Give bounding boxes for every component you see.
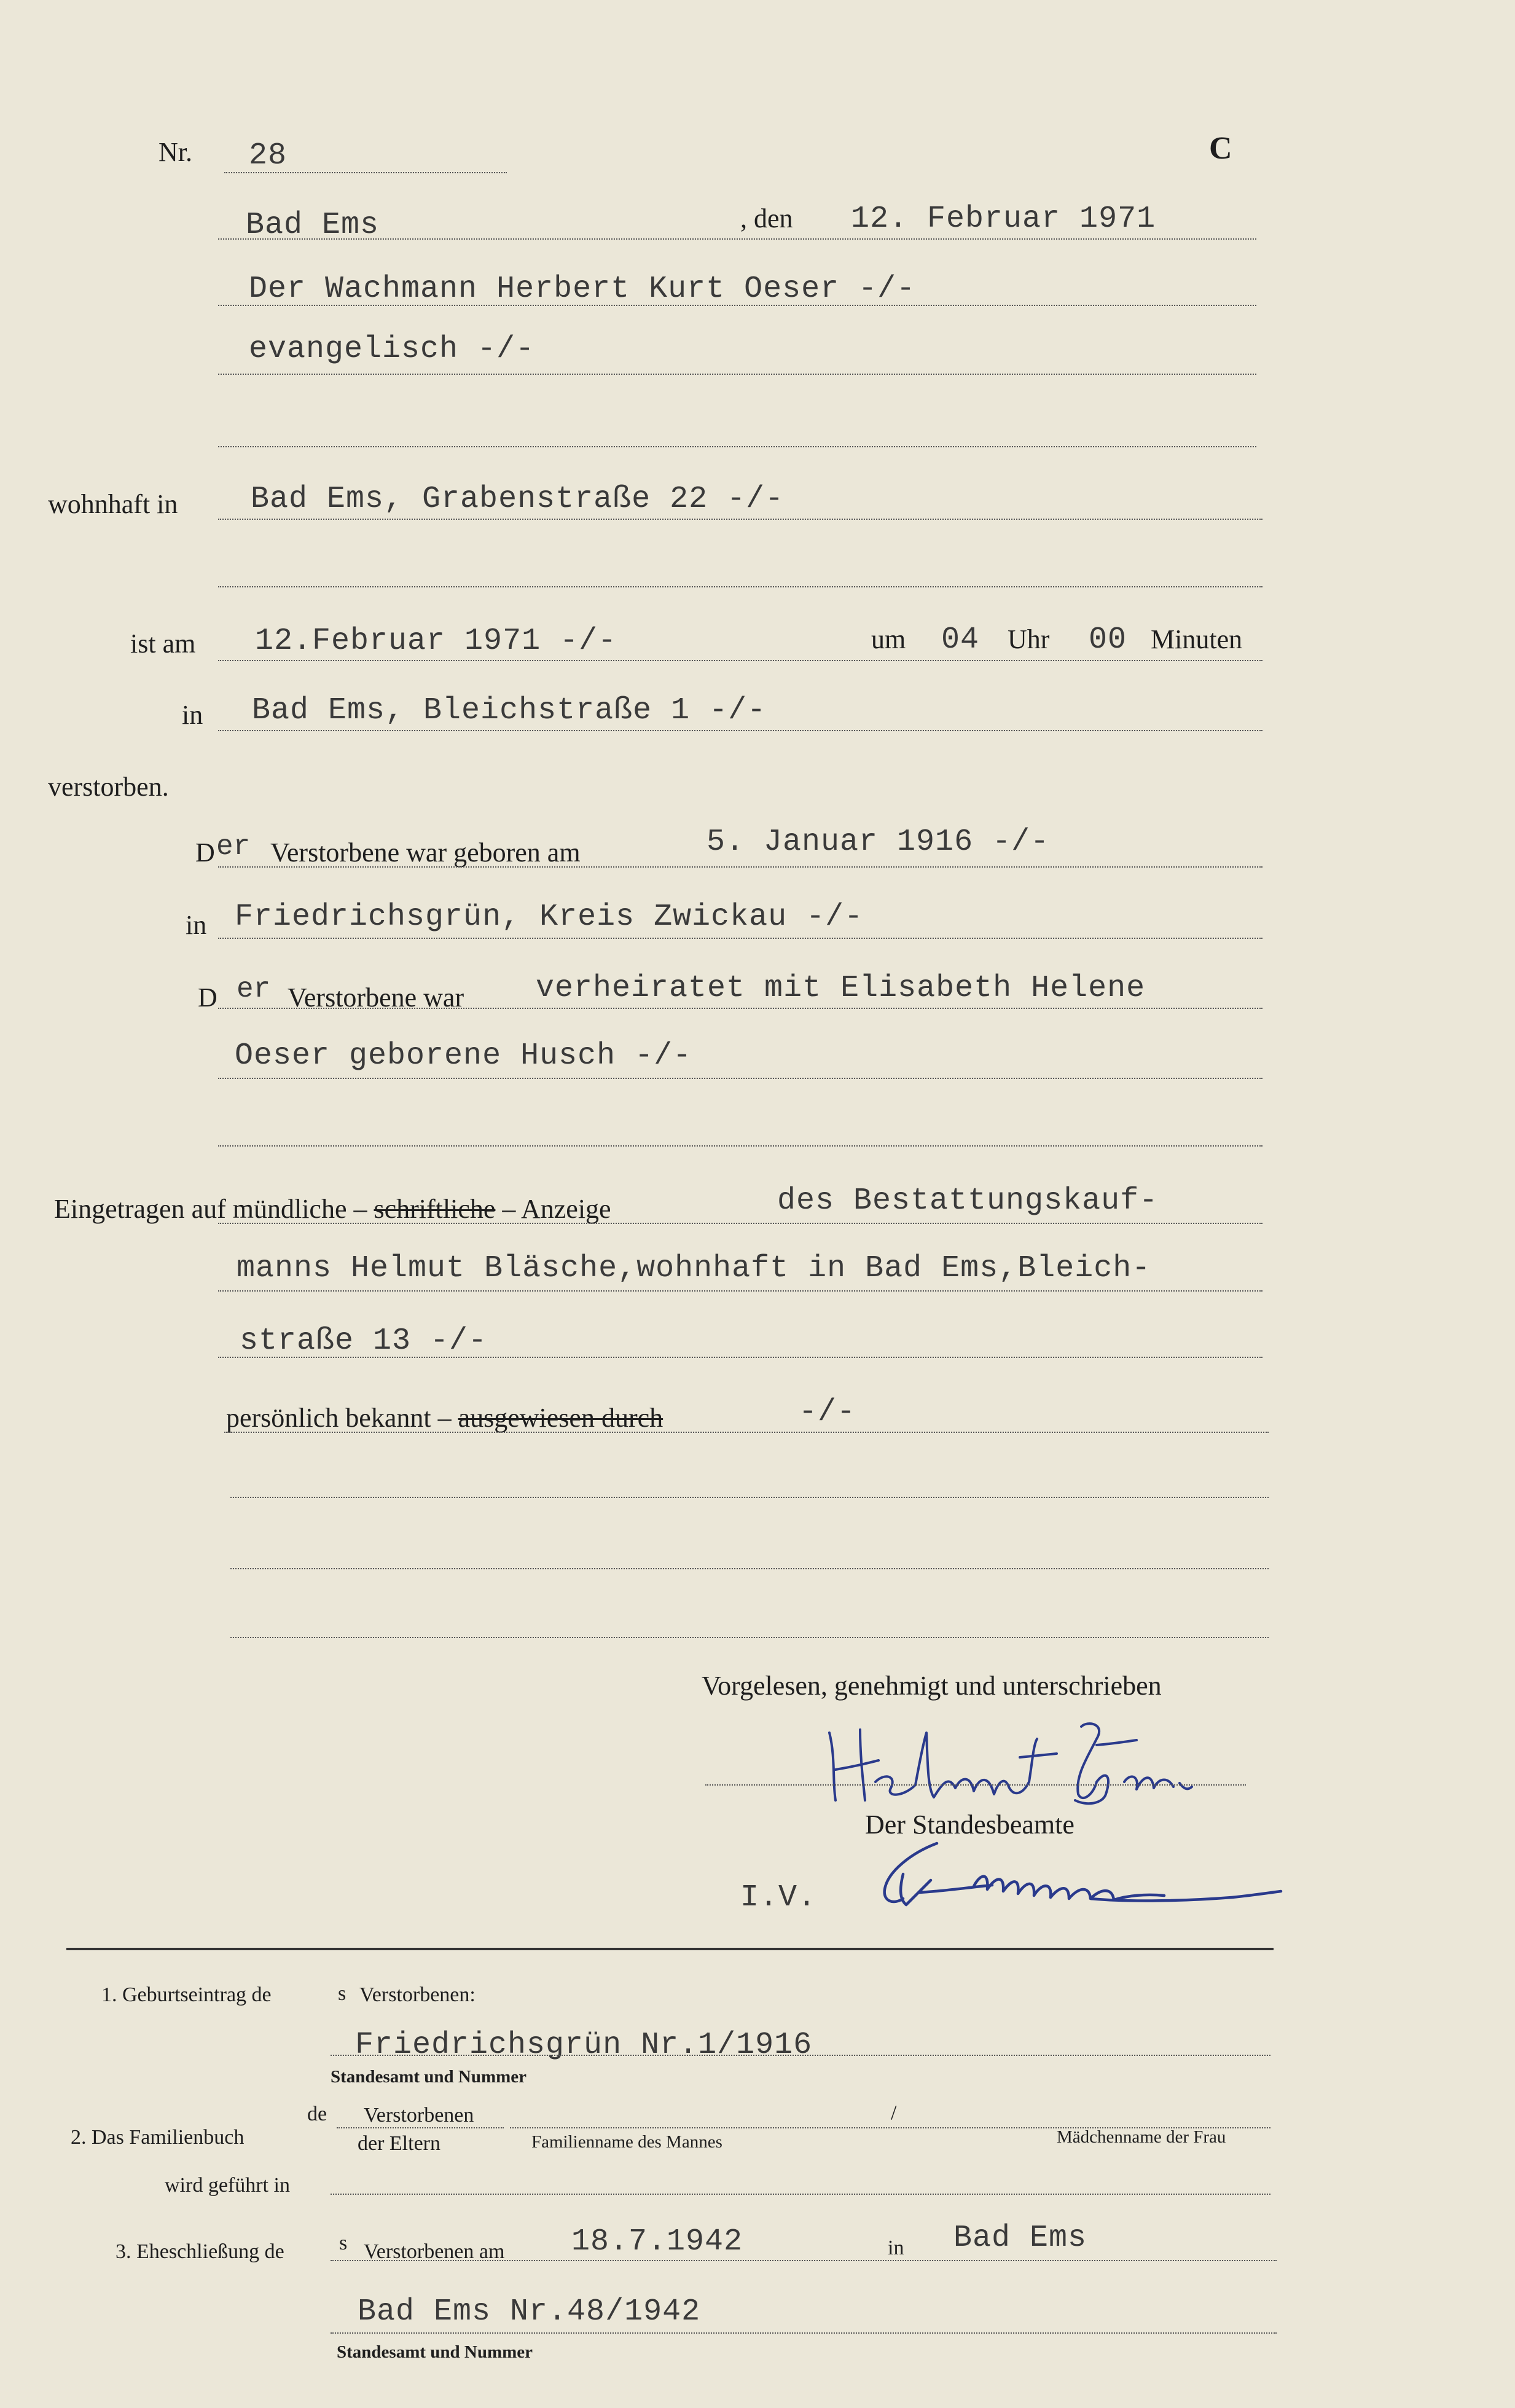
death-in-label: in (182, 700, 203, 730)
birth-date: 5. Januar 1916 -/- (707, 825, 1050, 860)
item2-eltern: der Eltern (358, 2132, 440, 2155)
report-label-line (54, 1193, 611, 1225)
item3-value: Bad Ems Nr.48/1942 (358, 2294, 701, 2329)
uhr-label: Uhr (1008, 624, 1050, 654)
ist-am-label: ist am (130, 629, 196, 659)
death-hour: 04 (941, 622, 980, 657)
register-letter: C (1209, 131, 1232, 166)
den-label: , den (740, 203, 793, 233)
residence-value: Bad Ems, Grabenstraße 22 -/- (251, 482, 785, 517)
item1-label: 1. Geburtseintrag de (101, 1983, 272, 2006)
item3-label: 3. Eheschließung de (115, 2240, 284, 2263)
report-struck-option: schriftliche (374, 1194, 496, 1224)
known-line (226, 1402, 663, 1433)
item1-end: Verstorbenen: (359, 1983, 476, 2006)
known-label: persönlich bekannt – (226, 1403, 452, 1433)
um-label: um (871, 624, 906, 654)
birth-place: Friedrichsgrün, Kreis Zwickau -/- (235, 900, 864, 935)
minuten-label: Minuten (1151, 624, 1243, 654)
item3-verstorbenen: Verstorbenen am (364, 2240, 505, 2263)
nr-value: 28 (249, 138, 288, 173)
religion-value: evangelisch -/- (249, 332, 535, 367)
read-approved-text: Vorgelesen, genehmigt und unterschrieben (702, 1671, 1162, 1701)
report-line2: manns Helmut Bläsche,wohnhaft in Bad Ems,Bleich- (237, 1251, 1151, 1286)
person-name-line: Der Wachmann Herbert Kurt Oeser -/- (249, 272, 916, 307)
report-line1: des Bestattungskauf- (777, 1183, 1159, 1218)
caption-office-number-3: Standesamt und Nummer (337, 2342, 533, 2362)
birth-d-prefix: D (195, 837, 215, 868)
birth-label: Verstorbene war geboren am (270, 837, 581, 868)
item2-de: de (307, 2103, 327, 2125)
marriage-d-prefix: D (198, 982, 217, 1013)
item2-husband-caption: Familienname des Mannes (531, 2132, 722, 2152)
marriage-label: Verstorbene war (288, 982, 464, 1013)
item2-wife-caption: Mädchenname der Frau (1057, 2127, 1226, 2147)
birth-in-label: in (186, 910, 207, 940)
item1-suffix: s (338, 1982, 346, 2005)
marriage-line2: Oeser geborene Husch -/- (235, 1038, 692, 1073)
marriage-line1: verheiratet mit Elisabeth Helene (536, 971, 1146, 1006)
known-struck-option: ausgewiesen durch (458, 1403, 664, 1433)
item1-value: Friedrichsgrün Nr.1/1916 (355, 2028, 813, 2063)
item3-suffix: s (339, 2232, 348, 2254)
verstorben-label: verstorben. (48, 772, 169, 802)
item3-date: 18.7.1942 (571, 2224, 743, 2259)
item2-verstorbenen: Verstorbenen (364, 2104, 474, 2127)
death-minutes: 00 (1089, 622, 1127, 657)
marriage-d-suffix: er (237, 973, 271, 1005)
item3-place: Bad Ems (953, 2221, 1087, 2256)
caption-office-number-1: Standesamt und Nummer (331, 2067, 527, 2087)
birth-d-suffix: er (216, 831, 251, 863)
report-label-end: – Anzeige (502, 1194, 611, 1224)
item2-kept-in: wird geführt in (165, 2174, 290, 2197)
death-date: 12.Februar 1971 -/- (255, 624, 617, 659)
report-label-start: Eingetragen auf mündliche – (54, 1194, 367, 1224)
place-value: Bad Ems (246, 208, 380, 243)
informant-signature (817, 1714, 1198, 1806)
report-line3: straße 13 -/- (240, 1324, 488, 1359)
known-value: -/- (799, 1395, 856, 1430)
date-value: 12. Februar 1971 (851, 202, 1156, 237)
death-place: Bad Ems, Bleichstraße 1 -/- (252, 693, 767, 728)
item2-slash: / (891, 2101, 897, 2124)
item3-in: in (888, 2237, 904, 2259)
residence-label: wohnhaft in (48, 489, 178, 519)
nr-label: Nr. (159, 137, 192, 167)
registrar-signature (857, 1837, 1287, 1917)
registrar-label: Der Standesbeamte (865, 1810, 1075, 1840)
section-divider (66, 1948, 1274, 1950)
iv-label: I.V. (740, 1880, 817, 1915)
item2-label: 2. Das Familienbuch (71, 2126, 245, 2149)
